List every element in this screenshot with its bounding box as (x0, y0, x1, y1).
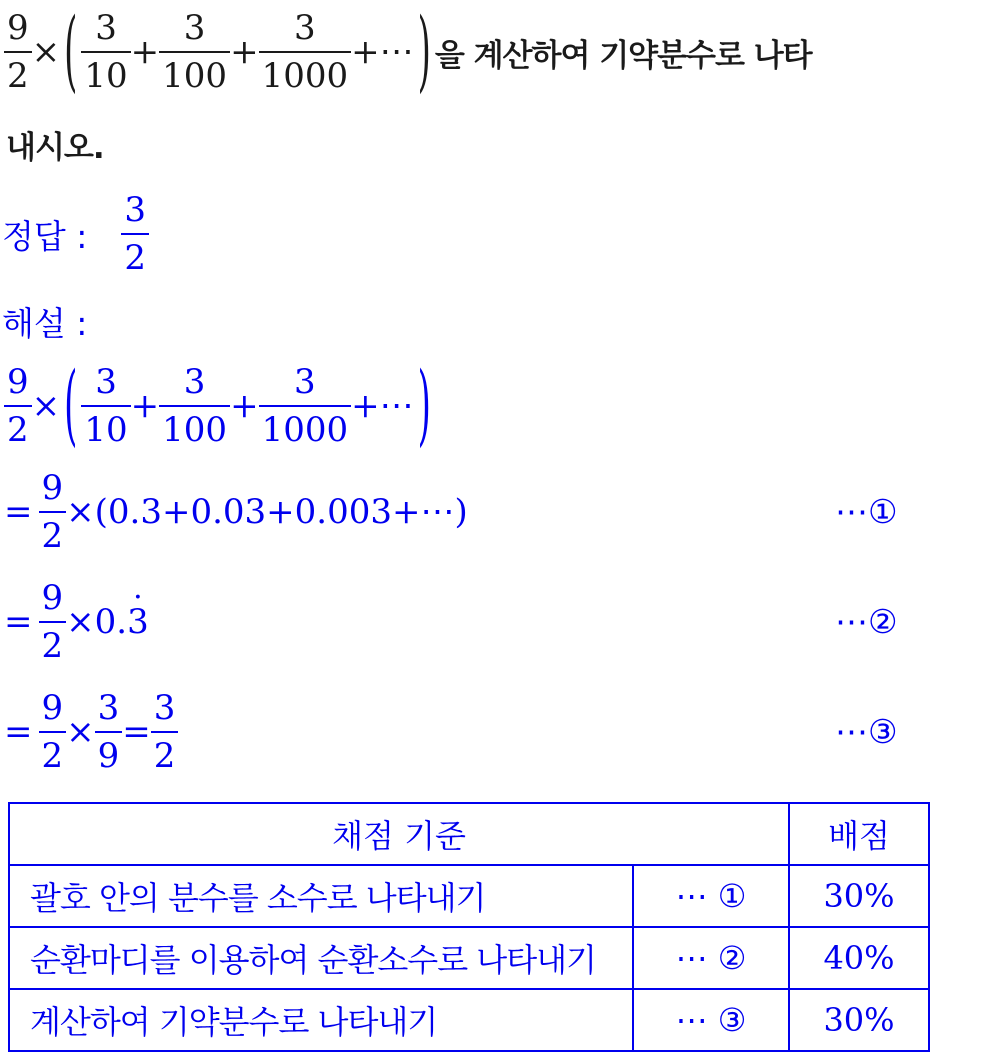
question-expression: $\frac{9}{2}$ × ( $\frac{3}{10}$ + $\frac{3}{100}$ + $\frac{3}{1000}$ +⋯ ) (4, 8, 435, 96)
table-row (9, 989, 929, 1051)
grading-table (8, 802, 930, 1052)
points-cell: 30% (789, 989, 929, 1051)
table-row (9, 865, 929, 927)
question-coef-fraction: $\frac{9}{2}$ (4, 8, 32, 96)
step-3-marker: ⋯③ (835, 712, 898, 751)
criterion-cell: 괄호 안의 분수를 소수로 나타내기 (9, 865, 633, 927)
answer-fraction: $\frac{3}{2}$ (121, 190, 149, 278)
criterion-cell: 계산하여 기약분수로 나타내기 (9, 989, 633, 1051)
header-points: 배점 (789, 803, 929, 865)
solution-step-3: = $\frac{9}{2}$ × $\frac{3}{9}$ = $\frac{3}{2}$ (4, 688, 178, 776)
question-term-3: $\frac{3}{1000}$ (259, 8, 352, 96)
header-criteria: 채점 기준 (9, 803, 789, 865)
question-text-2: 내시오. (6, 130, 104, 166)
solution-step-1: = $\frac{9}{2}$ × (0.3+0.03+0.003+⋯) (4, 468, 468, 556)
question-text-1: 을 계산하여 기약분수로 나타 (434, 37, 812, 74)
step-1-marker: ⋯① (835, 492, 898, 531)
answer-row (2, 190, 149, 278)
step-2-marker: ⋯② (835, 602, 898, 641)
solution-label: 해설 : (2, 304, 88, 343)
step-cell: ⋯ ① (633, 865, 789, 927)
question-line-1 (4, 0, 812, 104)
question-term-2: $\frac{3}{100}$ (159, 8, 230, 96)
solution-expression: $\frac{9}{2}$ × ( $\frac{3}{10}$ + $\frac{3}{100}$ + $\frac{3}{1000}$ +⋯ ) (4, 362, 435, 450)
answer-label: 정답 : (2, 216, 88, 256)
criterion-cell: 순환마디를 이용하여 순환소수로 나타내기 (9, 927, 633, 989)
question-term-1: $\frac{3}{10}$ (81, 8, 130, 96)
repeating-digit: · 3 (127, 602, 149, 642)
points-cell: 30% (789, 865, 929, 927)
table-header-row (9, 803, 929, 865)
step-cell: ⋯ ② (633, 927, 789, 989)
step-cell: ⋯ ③ (633, 989, 789, 1051)
points-cell: 40% (789, 927, 929, 989)
solution-step-2: = $\frac{9}{2}$ × 0. · 3 (4, 578, 149, 666)
table-row (9, 927, 929, 989)
